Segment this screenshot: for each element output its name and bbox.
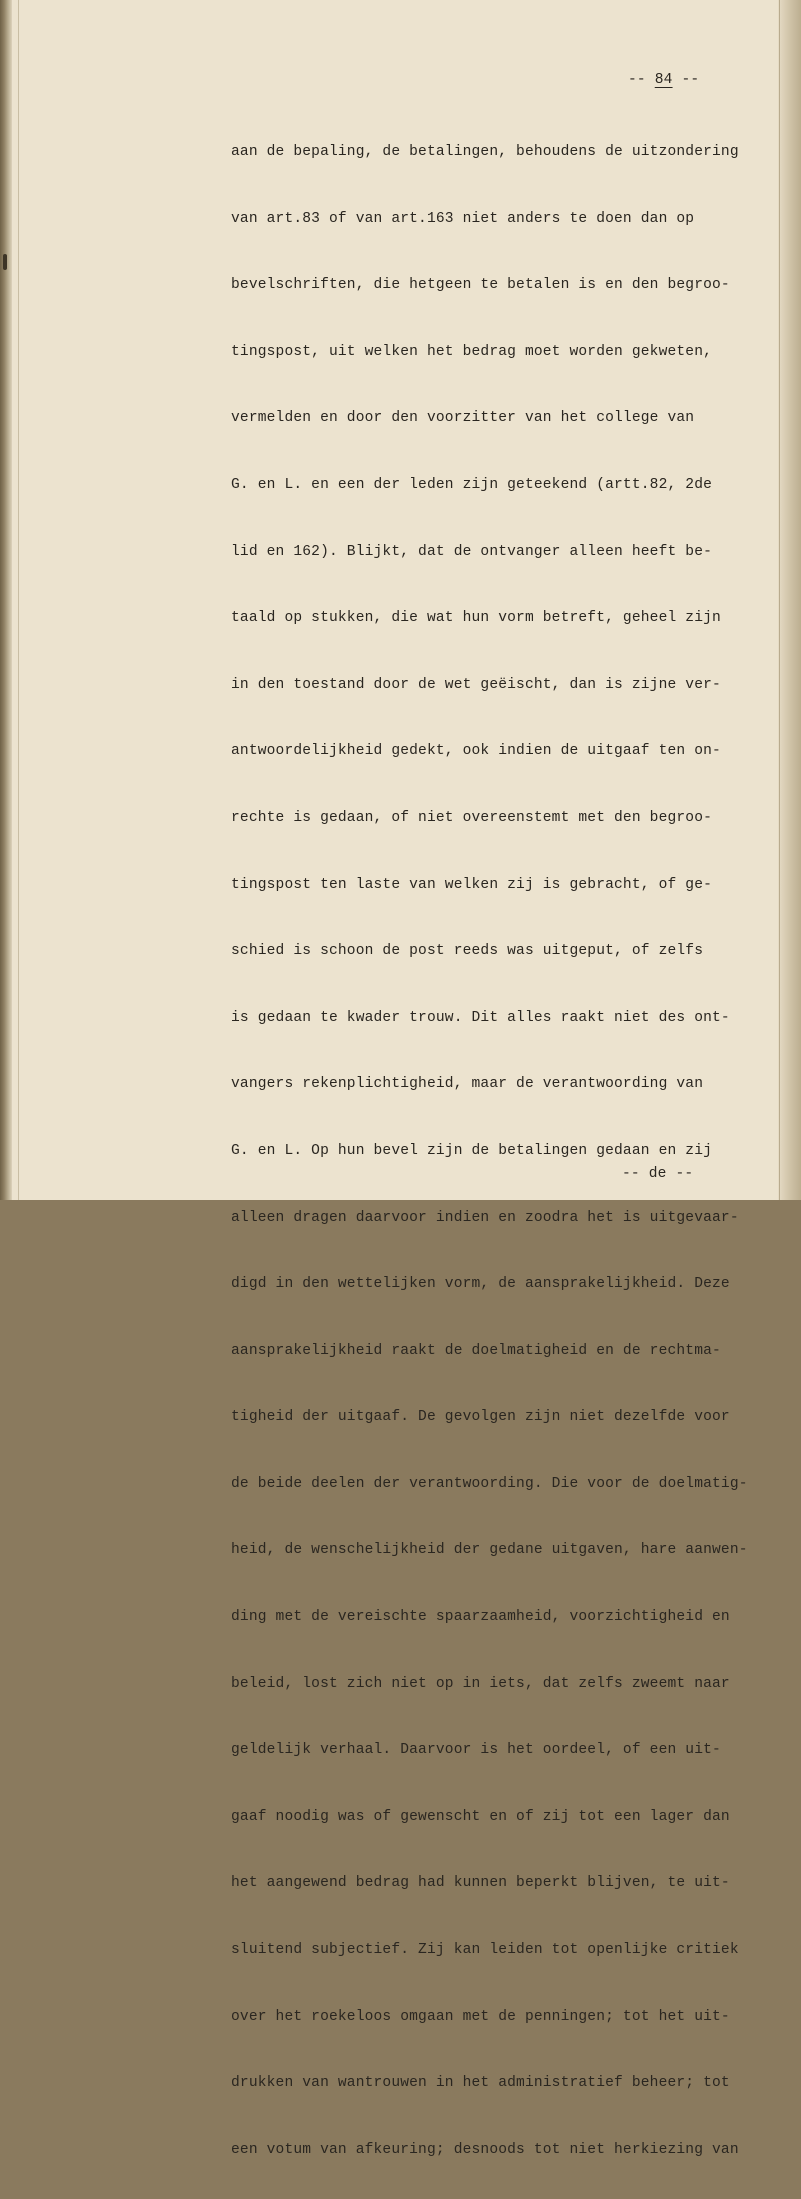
- text-line: G. en L. en een der leden zijn geteekend (artt.82, 2de: [231, 476, 713, 493]
- text-line: een votum van afkeuring; desnoods tot niet herkiezing van: [231, 2141, 739, 2158]
- typed-body-text: [231, 103, 771, 2199]
- text-line: van art.83 of van art.163 niet anders te doen dan op: [231, 210, 695, 227]
- text-line: drukken van wantrouwen in het administratief beheer; tot: [231, 2075, 730, 2092]
- text-line: digd in den wettelijken vorm, de aansprakelijkheid. Deze: [231, 1276, 730, 1293]
- text-line: bevelschriften, die hetgeen te betalen is en den begroo-: [231, 277, 730, 294]
- catchword: -- de --: [622, 1166, 694, 1182]
- binding-fold-line: [18, 0, 19, 1200]
- text-line: rechte is gedaan, of niet overeenstemt met den begroo-: [231, 809, 713, 826]
- text-line: beleid, lost zich niet op in iets, dat zelfs zweemt naar: [231, 1675, 730, 1692]
- right-page-edge-line: [779, 0, 780, 1200]
- text-line: vermelden en door den voorzitter van het college van: [231, 410, 695, 427]
- page-number: [628, 72, 699, 88]
- text-line: de beide deelen der verantwoording. Die voor de doelmatig-: [231, 1475, 748, 1492]
- binding-punch-mark: [3, 254, 7, 270]
- text-line: ding met de vereischte spaarzaamheid, voorzichtigheid en: [231, 1609, 730, 1626]
- text-line: G. en L. Op hun bevel zijn de betalingen gedaan en zij: [231, 1142, 713, 1159]
- right-page-edge: [778, 0, 801, 1200]
- text-line: in den toestand door de wet geëischt, dan is zijne ver-: [231, 676, 721, 693]
- text-line: heid, de wenschelijkheid der gedane uitgaven, hare aanwen-: [231, 1542, 748, 1559]
- page-number-suffix: --: [672, 72, 700, 88]
- left-page-border: [0, 0, 12, 1200]
- text-line: is gedaan te kwader trouw. Dit alles raakt niet des ont-: [231, 1009, 730, 1026]
- text-line: over het roekeloos omgaan met de penningen; tot het uit-: [231, 2008, 730, 2025]
- text-line: het aangewend bedrag had kunnen beperkt blijven, te uit-: [231, 1875, 730, 1892]
- text-line: aan de bepaling, de betalingen, behoudens de uitzondering: [231, 144, 739, 160]
- text-line: gaaf noodig was of gewenscht en of zij tot een lager dan: [231, 1808, 730, 1825]
- text-line: vangers rekenplichtigheid, maar de verantwoording van: [231, 1076, 704, 1093]
- text-line: alleen dragen daarvoor indien en zoodra het is uitgevaar-: [231, 1209, 739, 1226]
- text-line: antwoordelijkheid gedekt, ook indien de uitgaaf ten on-: [231, 743, 721, 760]
- text-line: aansprakelijkheid raakt de doelmatigheid en de rechtma-: [231, 1342, 721, 1359]
- text-line: tingspost, uit welken het bedrag moet worden gekweten,: [231, 343, 713, 360]
- text-line: taald op stukken, die wat hun vorm betreft, geheel zijn: [231, 610, 721, 627]
- text-line: tigheid der uitgaaf. De gevolgen zijn niet dezelfde voor: [231, 1409, 730, 1426]
- text-line: sluitend subjectief. Zij kan leiden tot openlijke critiek: [231, 1942, 739, 1959]
- text-line: schied is schoon de post reeds was uitgeput, of zelfs: [231, 943, 704, 960]
- text-line: lid en 162). Blijkt, dat de ontvanger alleen heeft be-: [231, 543, 713, 560]
- page-number-value: 84: [654, 72, 673, 88]
- text-line: tingspost ten laste van welken zij is gebracht, of ge-: [231, 876, 713, 893]
- page-number-prefix: --: [628, 72, 655, 88]
- text-line: geldelijk verhaal. Daarvoor is het oordeel, of een uit-: [231, 1742, 721, 1759]
